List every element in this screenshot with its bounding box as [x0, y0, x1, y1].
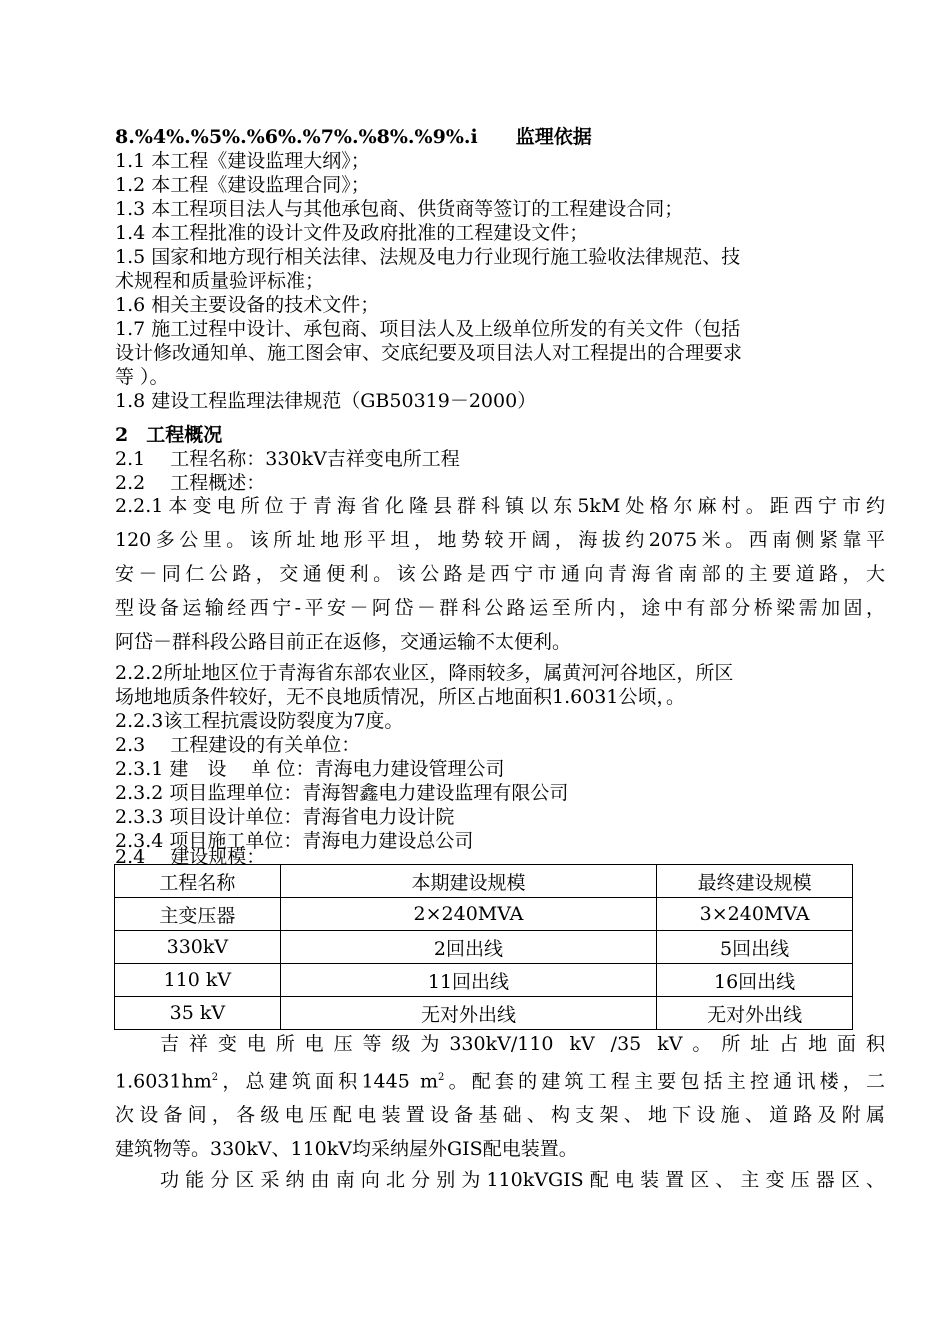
area-value: 1.6031hm: [115, 1070, 212, 1093]
table-cell: 110 kV: [115, 964, 281, 997]
table-cell: 无对外出线: [657, 997, 853, 1030]
voltage-paragraph: [115, 1027, 885, 1166]
table-row: [115, 964, 853, 997]
table-cell: 3×240MVA: [657, 898, 853, 931]
paragraph-line: 功能分区采纳由南向北分别为110kVGIS配电装置区、主变压器区、: [160, 1169, 885, 1191]
unit-line: 2.3.3 项目设计单位：青海省电力设计院: [115, 806, 455, 828]
table-header-row: [115, 865, 853, 898]
paragraph-line: 吉祥变电所电压等级为330kV/110 kV /35 kV。所址占地面积: [160, 1033, 885, 1055]
table-cell: 330kV: [115, 931, 281, 964]
construction-scale-table: [114, 864, 853, 1030]
unit-line: 2.3.2 项目监理单位：青海智鑫电力建设监理有限公司: [115, 782, 569, 804]
paragraph-line: 120多公里。该所址地形平坦，地势较开阔，海拔约2075米。西南侧紧靠平: [115, 529, 885, 551]
project-name-line: 2.1 工程名称：330kV吉祥变电所工程: [115, 448, 460, 470]
table-row: [115, 898, 853, 931]
building-area: ，总建筑面积1445 m: [218, 1070, 439, 1093]
superscript: 2: [438, 1072, 445, 1083]
list-item: 1.5 国家和地方现行相关法律、法规及电力行业现行施工验收法律规范、技: [115, 246, 741, 268]
table-cell: 5回出线: [657, 931, 853, 964]
zoning-paragraph: [115, 1163, 885, 1197]
scale-label: 2.4 建设规模：: [115, 846, 266, 868]
paragraph-line: [115, 1061, 885, 1098]
list-item: 1.4 本工程批准的设计文件及政府批准的工程建设文件；: [115, 222, 589, 244]
unit-line: 2.3.4 项目施工单位：青海电力建设总公司: [115, 830, 474, 852]
table-cell: 主变压器: [115, 898, 281, 931]
section-heading-project-overview: [115, 423, 222, 447]
paragraph-line: 安－同仁公路，交通便利。该公路是西宁市通向青海省南部的主要道路，大: [115, 563, 885, 585]
table-header-cell: 工程名称: [115, 865, 281, 898]
table-cell: 35 kV: [115, 997, 281, 1030]
seismic-line: 2.2.3该工程抗震设防裂度为7度。: [115, 710, 404, 732]
heading-title: 监理依据: [515, 126, 592, 148]
geology-line: 场地地质条件较好，无不良地质情况，所区占地面积1.6031公顷，。: [115, 686, 685, 708]
list-item: 1.8 建设工程监理法律规范（GB50319－2000）: [115, 390, 537, 412]
unit-line: 2.3.1 建 设 单 位：青海电力建设管理公司: [115, 758, 505, 780]
list-item: 1.7 施工过程中设计、承包商、项目法人及上级单位所发的有关文件（包括: [115, 318, 741, 340]
table-cell: 无对外出线: [280, 997, 656, 1030]
overview-label: 2.2 工程概述：: [115, 472, 266, 494]
list-item: 1.6 相关主要设备的技术文件；: [115, 294, 380, 316]
paragraph-line: 型设备运输经西宁-平安－阿岱－群科公路运至所内，途中有部分桥梁需加固，: [115, 597, 885, 619]
table-row: [115, 997, 853, 1030]
table-cell: 2×240MVA: [280, 898, 656, 931]
heading-number: 8.%4%.%5%.%6%.%7%.%8%.%9%.i: [115, 126, 478, 148]
list-item: 1.2 本工程《建设监理合同》；: [115, 174, 370, 196]
superscript: 2: [211, 1072, 219, 1083]
table-row: [115, 931, 853, 964]
table-header-cell: 本期建设规模: [280, 865, 656, 898]
paragraph-line: 2.2.1本变电所位于青海省化隆县群科镇以东5kM处格尔麻村。距西宁市约: [115, 495, 885, 517]
paragraph-text: 。配套的建筑工程主要包括主控通讯楼，二: [444, 1070, 885, 1093]
units-label: 2.3 工程建设的有关单位：: [115, 734, 361, 756]
paragraph-line: 次设备间，各级电压配电装置设备基础、构支架、地下设施、道路及附属: [115, 1104, 885, 1127]
list-item: 设计修改通知单、施工图会审、交底纪要及项目法人对工程提出的合理要求: [115, 342, 743, 364]
heading-title: 工程概况: [146, 424, 223, 446]
table-cell: 2回出线: [280, 931, 656, 964]
table-cell: 16回出线: [657, 964, 853, 997]
list-item: 等 ）。: [115, 366, 169, 388]
paragraph-line: 建筑物等。330kV、110kV均采纳屋外GIS配电装置。: [115, 1138, 578, 1161]
heading-number: 2: [115, 424, 129, 446]
list-item: 1.3 本工程项目法人与其他承包商、供货商等签订的工程建设合同；: [115, 198, 684, 220]
section-heading-supervision-basis: [115, 125, 592, 149]
table-cell: 11回出线: [280, 964, 656, 997]
table-header-cell: 最终建设规模: [657, 865, 853, 898]
location-paragraph: [115, 489, 885, 659]
list-item: 术规程和质量验评标准；: [115, 270, 325, 292]
list-item: 1.1 本工程《建设监理大纲》；: [115, 150, 370, 172]
paragraph-line: 阿岱－群科段公路目前正在返修，交通运输不太便利。: [115, 631, 572, 653]
geology-line: 2.2.2所址地区位于青海省东部农业区，降雨较多，属黄河河谷地区，所区: [115, 662, 734, 684]
